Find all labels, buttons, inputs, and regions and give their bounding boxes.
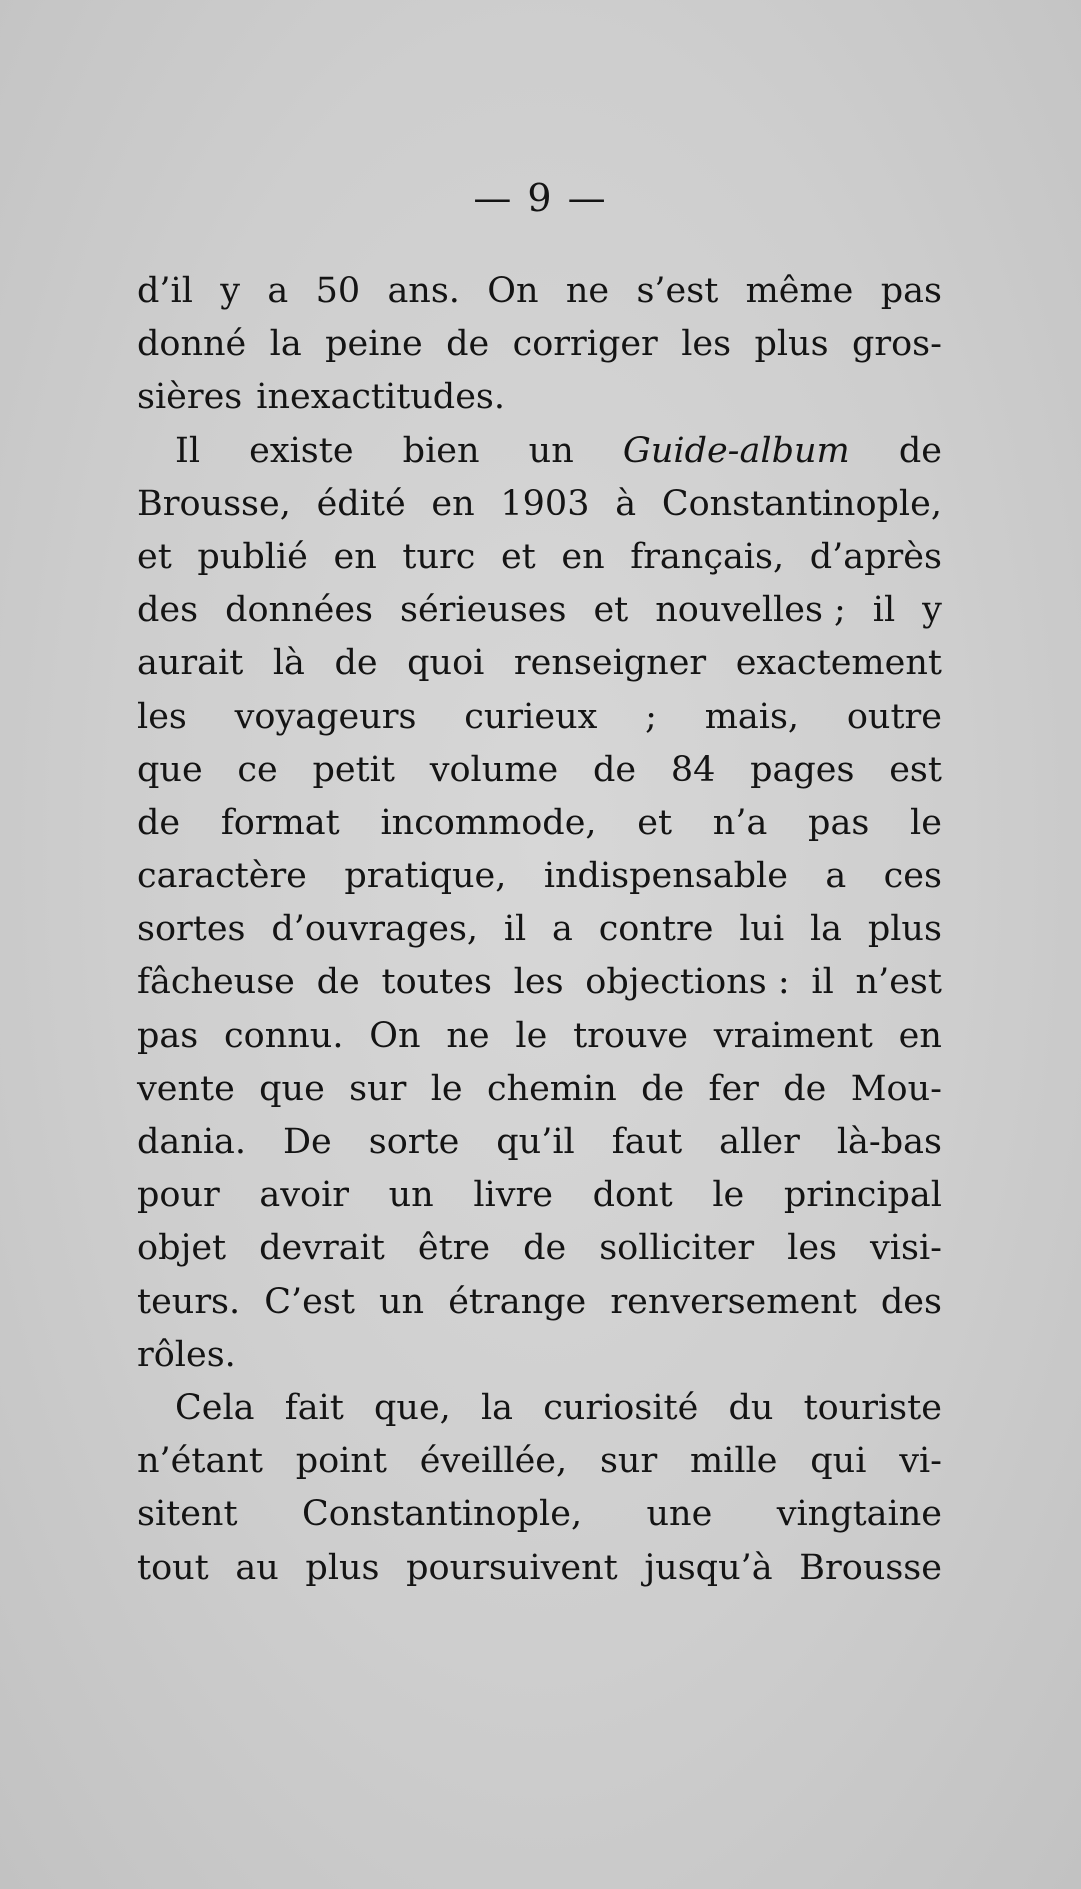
text-line: [137, 850, 942, 903]
word: une: [646, 1494, 713, 1535]
word: voyageurs: [234, 696, 417, 737]
word: sorte: [368, 1122, 460, 1162]
word: a: [552, 909, 573, 950]
word: pas: [808, 802, 870, 843]
word: sières: [137, 377, 243, 418]
word: inexactitudes.: [256, 377, 506, 418]
word: là-bas: [836, 1122, 942, 1162]
word: Mou-: [850, 1068, 942, 1109]
text-line: [137, 744, 942, 797]
word: aurait: [137, 643, 244, 684]
word: Brousse: [799, 1547, 942, 1588]
text-line: [137, 1169, 942, 1222]
word: un: [388, 1175, 434, 1216]
word: d’il: [137, 271, 193, 311]
word: a: [825, 856, 847, 897]
word: il: [811, 962, 834, 1003]
word: que: [137, 749, 203, 790]
word: plus: [754, 324, 829, 365]
word: ne: [446, 1015, 490, 1056]
word: de: [334, 643, 378, 684]
word: publié: [197, 536, 308, 577]
word: visi-: [870, 1228, 942, 1269]
word: un: [528, 430, 574, 471]
word: les: [787, 1228, 838, 1269]
word: On: [369, 1015, 421, 1056]
word: devrait: [259, 1228, 385, 1269]
word: avoir: [259, 1175, 350, 1216]
word: existe: [249, 430, 354, 471]
word: qu’il: [496, 1122, 575, 1162]
word: rôles.: [137, 1334, 236, 1375]
text-line: [137, 318, 942, 371]
word: et: [500, 536, 536, 577]
word: les: [513, 962, 564, 1003]
word: fâcheuse: [137, 962, 295, 1003]
word: point: [295, 1441, 387, 1482]
text-line: [137, 1435, 942, 1488]
word: Il: [175, 430, 201, 471]
word: nouvelles ;: [655, 590, 846, 631]
text-line: [137, 797, 942, 850]
text-line: [137, 1382, 942, 1435]
text-line: [137, 478, 942, 531]
word: quoi: [407, 643, 485, 684]
word: des: [137, 590, 199, 631]
word: données: [225, 590, 374, 631]
word: d’ouvrages,: [271, 909, 479, 950]
word: plus: [305, 1547, 380, 1588]
text-line: [137, 531, 942, 584]
word: n’étant: [137, 1441, 263, 1482]
word: même: [745, 271, 854, 311]
word: contre: [598, 909, 714, 950]
word: tout: [137, 1547, 209, 1588]
word: de: [592, 749, 637, 790]
word: sérieuses: [399, 590, 567, 631]
word: pour: [137, 1175, 220, 1216]
word: corriger: [512, 324, 658, 365]
text-line: [137, 1276, 942, 1329]
word: a: [267, 271, 289, 311]
word: en: [898, 1015, 942, 1056]
text-line: [137, 1010, 942, 1063]
word: pages: [750, 749, 855, 790]
word: y: [220, 271, 241, 311]
text-line: [137, 1488, 942, 1541]
word: incommode,: [380, 802, 597, 843]
word: là: [272, 643, 305, 684]
word: Constantinople,: [301, 1494, 583, 1535]
word: mais,: [704, 696, 800, 737]
word: outre: [846, 696, 942, 737]
word: renseigner: [513, 643, 707, 684]
word: pratique,: [344, 856, 507, 897]
word: connu.: [224, 1015, 344, 1056]
word: exactement: [735, 643, 942, 684]
body-text: [137, 265, 942, 1595]
word: il: [503, 909, 527, 950]
word: trouve: [573, 1015, 688, 1056]
word: lui: [739, 909, 785, 950]
word: fer: [708, 1068, 759, 1109]
word: et: [593, 590, 629, 631]
word: la: [480, 1387, 514, 1428]
word: solliciter: [599, 1228, 755, 1269]
word: et: [637, 802, 673, 843]
word: un: [379, 1281, 425, 1322]
word: édité: [316, 483, 406, 524]
word: sortes: [137, 909, 246, 950]
word: On: [487, 271, 539, 311]
word: Brousse,: [137, 483, 291, 524]
word: la: [809, 909, 843, 950]
word: ce: [237, 749, 278, 790]
word: curieux: [464, 696, 598, 737]
word: jusqu’à: [644, 1547, 773, 1588]
word: vingtaine: [776, 1494, 942, 1535]
word: pas: [880, 271, 942, 311]
text-line: [137, 584, 942, 637]
word: sur: [599, 1441, 658, 1482]
word: faut: [611, 1122, 683, 1162]
word: Cela: [175, 1387, 255, 1428]
word: poursuivent: [406, 1547, 618, 1588]
word: le: [515, 1015, 548, 1056]
word: sitent: [137, 1494, 238, 1535]
word: de: [316, 962, 360, 1003]
word: en: [431, 483, 475, 524]
word: les: [681, 324, 732, 365]
word: vi-: [899, 1441, 942, 1482]
word: donné: [137, 324, 247, 365]
word: turc: [402, 536, 476, 577]
word: être: [417, 1228, 491, 1269]
text-line: [137, 956, 942, 1009]
page-number: — 9 —: [473, 176, 608, 220]
text-line: [137, 637, 942, 690]
word: 50: [315, 271, 361, 311]
word: éveillée,: [419, 1441, 568, 1482]
word: en: [561, 536, 605, 577]
word: étrange: [448, 1281, 587, 1322]
word: chemin: [486, 1068, 617, 1109]
word: 84: [670, 749, 716, 790]
word: la: [269, 324, 302, 365]
word: fait: [284, 1387, 344, 1428]
word: et: [137, 536, 172, 577]
word: plus: [867, 909, 942, 950]
word: sur: [349, 1068, 407, 1109]
word: le: [712, 1175, 745, 1216]
word: mille: [689, 1441, 778, 1482]
text-line: [137, 371, 942, 424]
word: teurs.: [137, 1281, 241, 1322]
word: ces: [883, 856, 942, 897]
word: de: [898, 430, 942, 471]
word: volume: [429, 749, 559, 790]
word: le: [910, 802, 942, 843]
word: livre: [473, 1175, 553, 1216]
word: vente: [137, 1068, 235, 1109]
word: ;: [645, 696, 657, 737]
word: français,: [630, 536, 785, 577]
word: les: [137, 696, 187, 737]
word: gros-: [851, 324, 942, 365]
word: dont: [592, 1175, 673, 1216]
word: au: [235, 1547, 279, 1588]
word: du: [728, 1387, 774, 1428]
word: n’est: [855, 962, 942, 1003]
word: vraiment: [713, 1015, 873, 1056]
word: qui: [810, 1441, 867, 1482]
word: aller: [719, 1122, 800, 1162]
word: petit: [312, 749, 395, 790]
text-line: [137, 691, 942, 744]
word: d’après: [809, 536, 942, 577]
word: caractère: [137, 856, 307, 897]
word: des: [880, 1281, 942, 1322]
word: en: [333, 536, 377, 577]
word: pas: [137, 1015, 199, 1056]
text-line: [137, 1329, 942, 1382]
word: de: [446, 324, 490, 365]
word: ne: [565, 271, 610, 311]
word: principal: [783, 1175, 942, 1216]
word: n’a: [712, 802, 768, 843]
text-line: [137, 265, 942, 318]
word: Guide-album: [622, 430, 850, 471]
word: que,: [374, 1387, 451, 1428]
word: curiosité: [543, 1387, 699, 1428]
word: renversement: [610, 1281, 857, 1322]
word: ans.: [387, 271, 460, 311]
word: objet: [137, 1228, 227, 1269]
word: 1903: [500, 483, 590, 524]
word: de: [137, 802, 181, 843]
word: format: [220, 802, 340, 843]
word: que: [259, 1068, 325, 1109]
word: De: [282, 1122, 332, 1162]
text-line: [137, 425, 942, 478]
word: Constantinople,: [661, 483, 942, 524]
word: de: [641, 1068, 685, 1109]
word: est: [889, 749, 942, 790]
text-line: [137, 1222, 942, 1275]
word: C’est: [264, 1281, 355, 1322]
word: de: [783, 1068, 827, 1109]
word: toutes: [381, 962, 492, 1003]
word: s’est: [636, 271, 719, 311]
word: objections :: [585, 962, 790, 1003]
word: à: [615, 483, 637, 524]
word: il: [872, 590, 896, 631]
text-line: [137, 903, 942, 956]
word: touriste: [803, 1387, 942, 1428]
word: y: [922, 590, 942, 631]
word: de: [523, 1228, 567, 1269]
word: le: [430, 1068, 463, 1109]
word: indispensable: [543, 856, 788, 897]
text-line: [137, 1063, 942, 1116]
word: bien: [402, 430, 480, 471]
text-line: [137, 1116, 942, 1169]
word: peine: [325, 324, 423, 365]
text-line: [137, 1542, 942, 1595]
word: dania.: [137, 1122, 246, 1162]
